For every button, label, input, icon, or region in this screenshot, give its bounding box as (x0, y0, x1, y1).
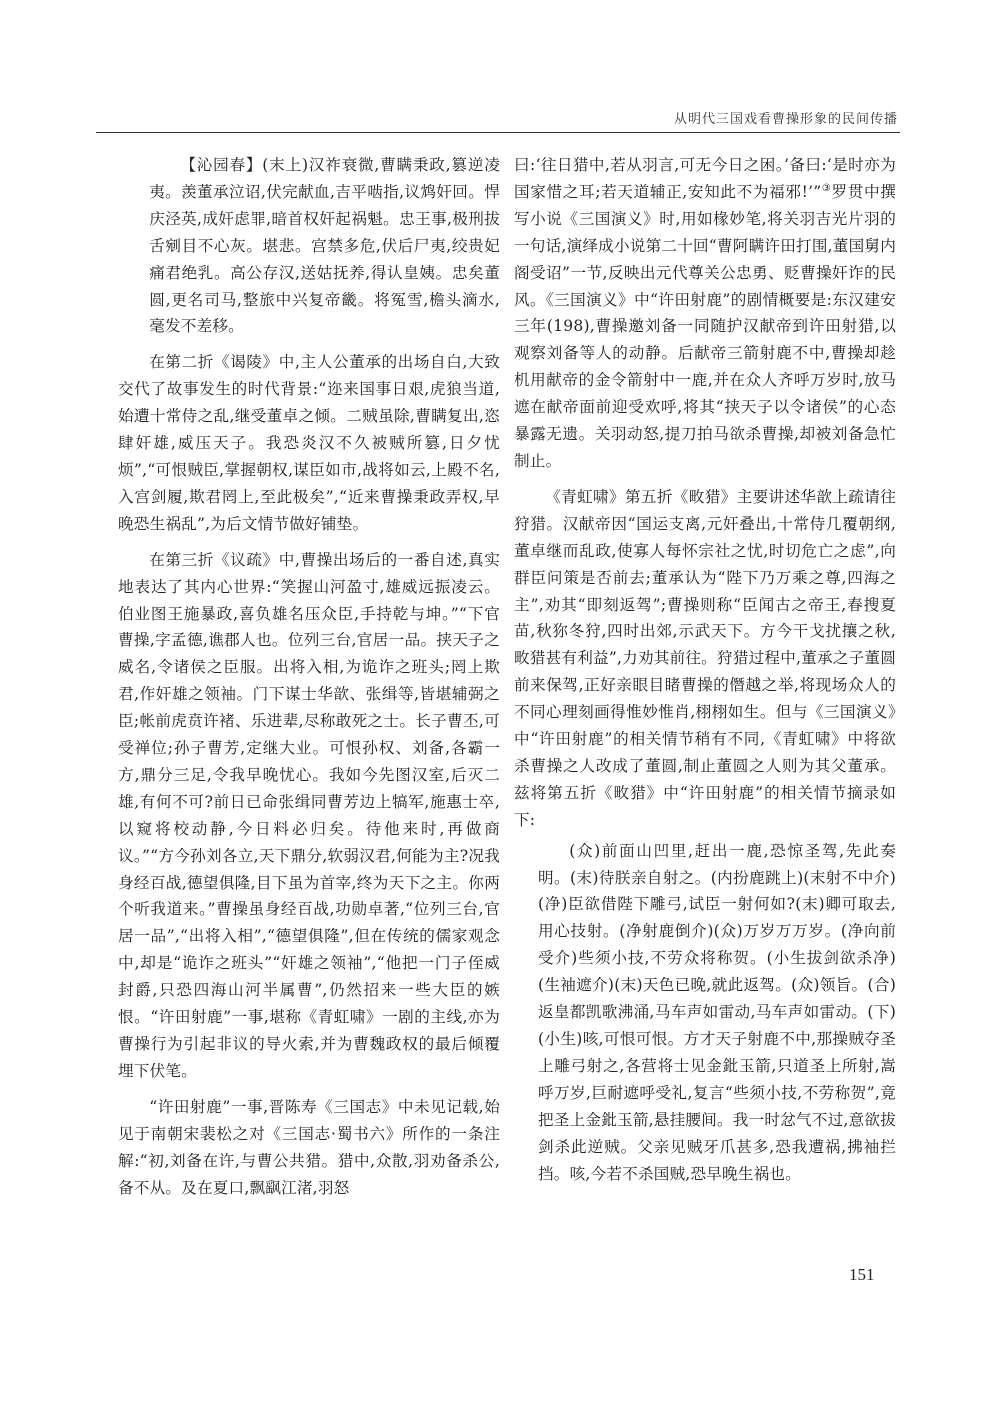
paragraph (514, 152, 896, 475)
paragraph-text: 罗贯中撰写小说《三国演义》时,用如椽妙笔,将关羽吉光片羽的一句话,演绎成小说第二十回“曹阿瞒许田打围,董国舅内阁受诏”一节,反映出元代尊关公忠勇、贬曹操奸诈的民风。《三国演义》中“许田射鹿”的剧情概要是:东汉建安三年(198),曹操邀刘备一同随护汉献帝到许田射猎,以观察刘备等人的动静。后献帝三箭射鹿不中,曹操却趁机用献帝的金令箭射中一鹿,并在众人齐呼万岁时,放马遮在献帝面前迎受欢呼,将其“挟天子以令诸侯”的心态暴露无遗。关羽动怒,提刀拍马欲杀曹操,却被刘备急忙制止。 (514, 182, 896, 470)
right-column (514, 152, 896, 1187)
paragraph: 在第三折《议疏》中,曹操出场后的一番自述,真实地表达了其内心世界:“笑握山河盈寸,雄威远振凌云。伯业图王施暴政,喜负雄名压众臣,手持乾与坤。”“下官曹操,字孟德,谯郡人也。位列三台,官居一品。挟天子之威名,令诸侯之臣服。出将入相,为诡诈之班头;罔上欺君,作奸雄之领袖。门下谋士华歆、张缉等,皆堪辅弼之臣;帐前虎贲许褚、乐进辈,尽称敢死之士。长子曹丕,可受禅位;孙子曹芳,定继大业。可恨孙权、刘备,各霸一方,鼎分三足,令我早晚忧心。我如今先图汉室,后灭二雄,有何不可?前日已命张缉同曹芳边上犒军,施惠士卒,以窥将校动静,今日料必归矣。待他来时,再做商议。”“方今孙刘各立,天下鼎分,软弱汉君,何能为主?况我身经百战,德望俱隆,目下虽为首宰,终为天下之主。你两个听我道来。”曹操虽身经百战,功勋卓著,“位列三台,官居一品”,“出将入相”,“德望俱隆”,但在传统的儒家观念中,却是“诡诈之班头”“奸雄之领袖”,“他把一门子侄威封爵,只恐四海山河半属曹”,仍然招来一些大臣的嫉恨。“许田射鹿”一事,堪称《青虹啸》一剧的主线,亦为曹操行为引起非议的导火索,并为曹魏政权的最后倾覆埋下伏笔。 (118, 550, 500, 1080)
paragraph: “许田射鹿”一事,晋陈寿《三国志》中未见记载,始见于南朝宋裴松之对《三国志·蜀书六》所作的一条注解:“初,刘备在许,与曹公共猎。猎中,众散,羽劝备杀公,备不从。及在夏口,飘飖江渚,羽怒 (118, 1097, 500, 1197)
paragraph-text: 曰:‘往日猎中,若从羽言,可无今日之困。’备曰:‘是时亦为国家惜之耳;若天道辅正,安知此不为福邪!’” (514, 156, 896, 201)
paragraph: 在第二折《谒陵》中,主人公董承的出场自白,大致交代了故事发生的时代背景:“迩来国事日艰,虎狼当道,始遭十常侍之乱,继受董卓之倾。二贼虽除,曹瞒复出,恣肆奸雄,威压天子。我恐炎汉不久被贼所篡,日夕忧烦”,“可恨贼臣,掌握朝权,谋臣如市,战将如云,上殿不名,入宫剑履,欺君罔上,至此极矣”,“近来曹操秉政弄权,早晚恐生祸乱”,为后文情节做好铺垫。 (118, 353, 500, 533)
page-number: 151 (849, 1265, 875, 1284)
footnote-marker: ③ (821, 182, 832, 194)
left-column (118, 152, 500, 1201)
running-head: 从明代三国戏看曹操形象的民间传播 (673, 112, 898, 127)
header-rule (96, 132, 900, 133)
paragraph: 《青虹啸》第五折《畋猎》主要讲述华歆上疏请往狩猎。汉献帝因“国运支离,元奸叠出,十常侍几覆朝纲,董卓继而乱政,使寡人每怀宗社之忧,时切危亡之虑”,向群臣问策是否前去;董承认为“陛下乃万乘之尊,四海之主”,劝其“即刻返驾”;曹操则称“臣闻古之帝王,春搜夏苗,秋狝冬狩,四时出郊,示武天下。方今干戈扰攘之秋,畋猎甚有利益”,力劝其前往。狩猎过程中,董承之子董圆前来保驾,正好亲眼目睹曹操的僭越之举,将现场众人的不同心理刻画得惟妙惟肖,栩栩如生。但与《三国演义》中“许田射鹿”的相关情节稍有不同,《青虹啸》中将欲杀曹操之人改成了董圆,制止董圆之人则为其父董承。兹将第五折《畋猎》中“许田射鹿”的相关情节摘录如下: (514, 487, 896, 829)
block-quote: (众)前面山凹里,赶出一鹿,恐惊圣驾,先此奏明。(末)待朕亲自射之。(内扮鹿跳上)(末射不中介)(净)臣欲借陛下雕弓,试臣一射何如?(末)卿可取去,用心技射。(净射鹿倒介)(众)万岁万万岁。(净向前受介)些须小技,不劳众将称贺。(小生拔剑欲杀净)(生袖遮介)(末)天色已晚,就此返驾。(众)领旨。(合)返皇都凯歌沸涌,马车声如雷动,马车声如雷动。(下)(小生)咳,可恨可恨。方才天子射鹿不中,那操贼夺圣上雕弓射之,各营将士见金鈚玉箭,只道圣上所射,嵩呼万岁,巨耐遮呼受礼,复言“些须小技,不劳称贺”,竟把圣上金鈚玉箭,悬挂腰间。我一时忿气不过,意欲拔剑杀此逆贼。父亲见贼牙爪甚多,恐我遭祸,拂袖拦挡。咳,今若不杀国贼,恐早晚生祸也。 (538, 841, 896, 1183)
paragraph: 【沁园春】(末上)汉祚衰微,曹瞒秉政,篡逆凌夷。羡董承泣诏,伏完献血,吉平啮指,议鸩奸回。悍庆泾英,成奸虑罪,暗首权奸起祸魁。忠王事,极刑拔舌剜目不心灰。堪悲。宫禁多危,伏后尸夷,绞贵妃痛君绝乳。高公存汉,送姑抚养,得认皇姨。忠矣董圆,更名司马,整旅中兴复帝畿。将冤雪,檐头滴水,毫发不差移。 (149, 156, 500, 336)
